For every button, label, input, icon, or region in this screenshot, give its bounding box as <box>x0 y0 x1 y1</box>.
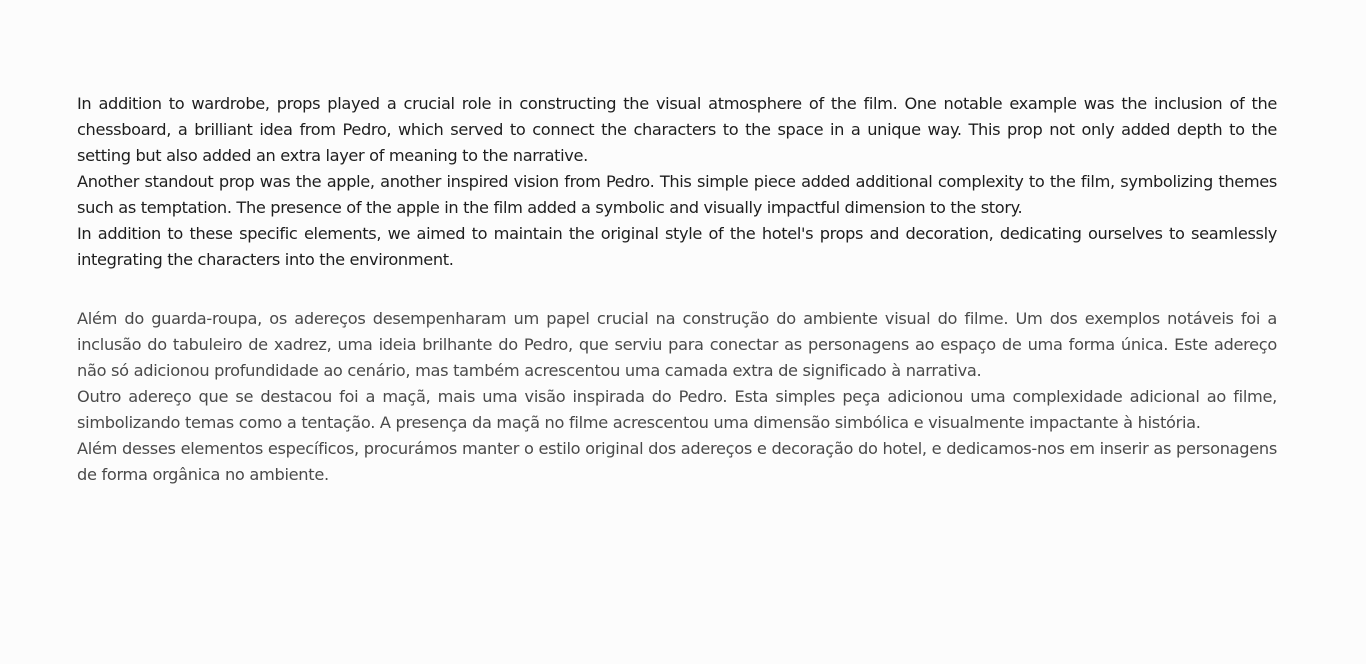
english-text-block <box>77 91 1277 273</box>
portuguese-paragraph-apple: Outro adereço que se destacou foi a maçã, mais uma visão inspirada do Pedro. Esta simples peça adicionou uma complexidade adicional ao filme, simbolizando temas como a tentação. A presença da maçã no filme acrescentou uma dimensão simbólica e visualmente impactante à história. <box>77 387 1277 432</box>
portuguese-paragraph-props: Além do guarda-roupa, os adereços desempenharam um papel crucial na construção do ambiente visual do filme. Um dos exemplos notáveis foi a inclusão do tabuleiro de xadrez, uma ideia brilhante do Pedro, que serviu para conectar as personagens ao espaço de uma forma única. Este adereço não só adicionou profundidade ao cenário, mas também acrescentou uma camada extra de significado à narrativa. <box>77 309 1277 380</box>
portuguese-paragraph-hotel: Além desses elementos específicos, procurámos manter o estilo original dos adereços e decoração do hotel, e dedicamos-nos em inserir as personagens de forma orgânica no ambiente. <box>77 439 1277 484</box>
english-paragraph-hotel: In addition to these specific elements, we aimed to maintain the original style of the hotel's props and decoration, dedicating ourselves to seamlessly integrating the characters into the environment. <box>77 224 1277 269</box>
portuguese-text-block <box>77 306 1277 488</box>
english-paragraph-props: In addition to wardrobe, props played a crucial role in constructing the visual atmosphere of the film. One notable example was the inclusion of the chessboard, a brilliant idea from Pedro, which served to connect the characters to the space in a unique way. This prop not only added depth to the setting but also added an extra layer of meaning to the narrative. <box>77 94 1277 165</box>
article-content <box>77 91 1277 488</box>
english-paragraph-apple: Another standout prop was the apple, another inspired vision from Pedro. This simple piece added additional complexity to the film, symbolizing themes such as temptation. The presence of the apple in the film added a symbolic and visually impactful dimension to the story. <box>77 172 1277 217</box>
